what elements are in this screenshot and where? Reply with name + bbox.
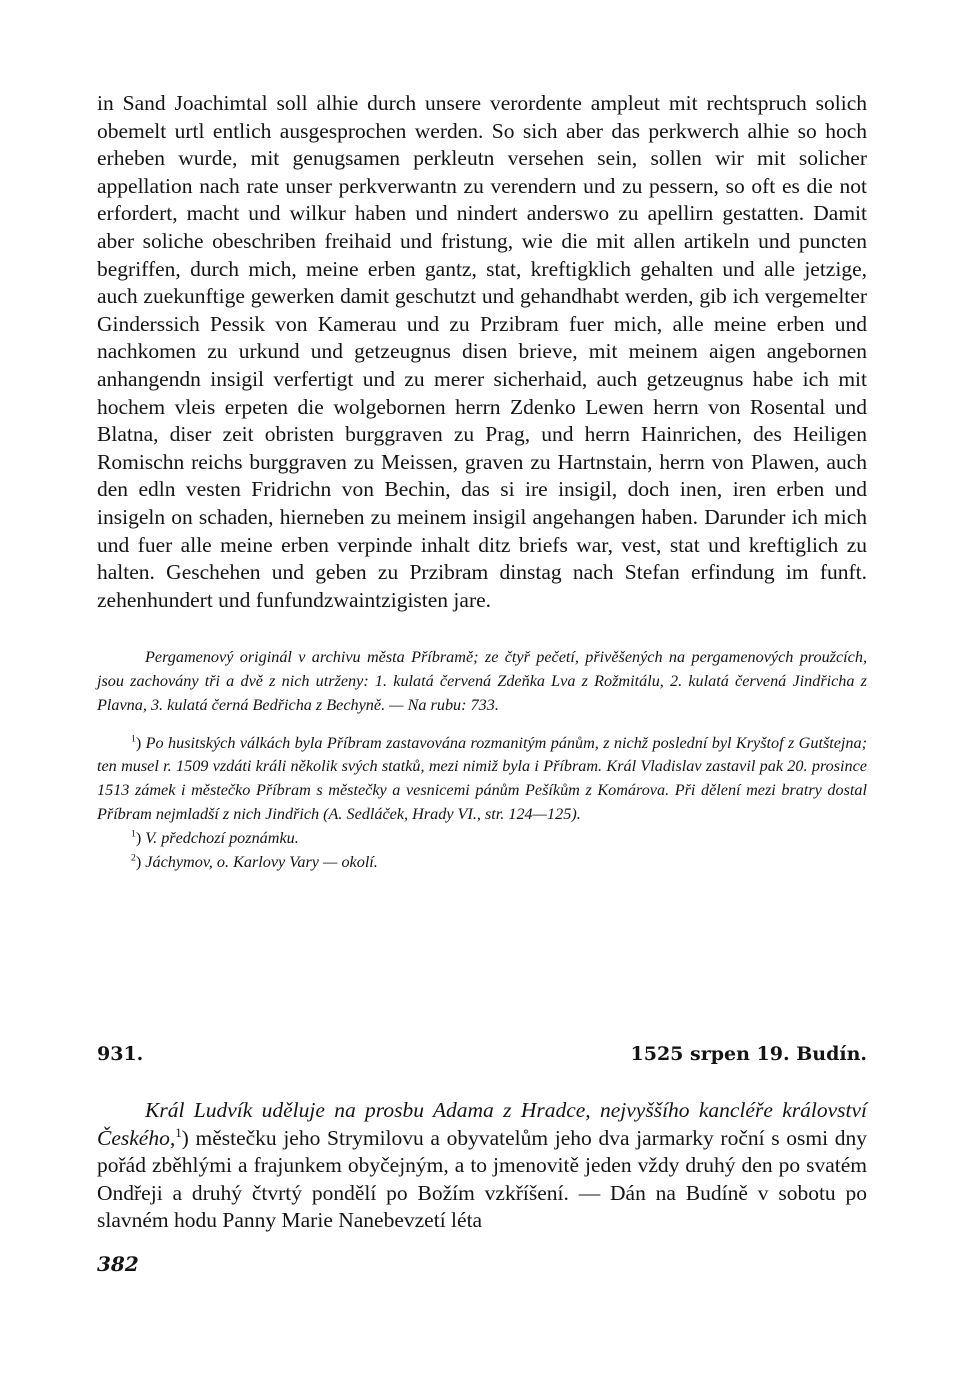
footnote-text: V. předchozí poznámku. [145,828,299,847]
entry-regest [97,1097,867,1235]
footnote-text: Jáchymov, o. Karlovy Vary — okolí. [145,852,378,871]
entry-number: 931. [97,1043,144,1065]
document-page [97,90,868,1276]
footnote-text: Po husitských válkách byla Příbram zastavována rozmanitým pánům, z nichž poslední byl Kryštof z Gutštejna; ten musel r. 1509 vzdáti králi několik svých statků, mezi nimiž byla i Příbram. Král Vladislav zastavil pak 20. prosince 1513 zámek i městečko Příbram s městečky a vesnicemi pánům Pešíkům z Komárova. Při dělení mezi bratry dostal Příbram nejmladší z nich Jindřich (A. Sedláček, Hrady VI., str. 124—125). [97,733,868,824]
footnote-number: 1 [131,733,136,745]
regest-footnote-ref: 1 [175,1125,182,1140]
footnote: $^1$) Po husitských válkách byla Příbram zastavována rozmanitým pánům, z nichž poslední byl Kryštof z Gutštejna; ten musel r. 1509 vzdáti králi několik svých statků, mezi nimiž byla i Příbram. Král Vladislav zastavil pak 20. prosince 1513 zámek i městečko Příbram s městečky a vesnicemi pánům Pešíkům z Komárova. Při dělení mezi bratry dostal Příbram nejmladší z nich Jindřich (A. Sedláček, Hrady VI., str. 124—125). [97,733,868,824]
regest-text: ) městečku jeho Strymilovu a obyvatelům jeho dva jarmarky roční s osmi dny pořád zběhlými a frajunkem obyčejným, a to jmenovitě jeden vždy druhý den po svatém Ondřeji a druhý čtvrtý pondělí po Božím vzkříšení. — Dán na Budíně v sobotu po slavném hodu Panny Marie Nanebevzetí léta [97,1125,867,1233]
footnote: $^1$) V. předchozí poznámku. [131,828,299,847]
entry-date-place: 1525 srpen 19. Budín. [630,1043,867,1065]
page-number: 382 [97,1252,139,1276]
regest-italic: Král Ludvík uděluje na prosbu Adama z Hradce, nejvyššího kancléře království Českého, [97,1098,867,1150]
footnotes [97,732,867,875]
footnote-number: 1 [131,828,136,840]
archival-note: Pergamenový originál v archivu města Příbramě; ze čtyř pečetí, přivěšených na pergamenových proužcích, jsou zachovány tři a dvě z nich utrženy: 1. kulatá červená Zdeňka Lva z Rožmitálu, 2. kulatá červená Jindřicha z Plavna, 3. kulatá černá Bedřicha z Bechyně. — Na rubu: 733. [97,648,867,714]
footnote: $^2$) Jáchymov, o. Karlovy Vary — okolí. [131,852,378,871]
entry-header [97,1043,867,1065]
document-body-text: in Sand Joachimtal soll alhie durch unsere verordente ampleut mit rechtspruch solich obemelt urtl entlich ausgesprochen werden. So sich aber das perkwerch alhie so hoch erheben wurde, mit genugsamen perkleutn versehen sein, sollen wir mit solicher appellation nach rate unser perkverwantn zu verendern und zu pessern, so oft es die not erfordert, macht und wilkur haben und nindert anderswo zu apellirn gestatten. Damit aber soliche obeschriben freihaid und fristung, wie die mit allen artikeln und puncten begriffen, durch mich, meine erben gantz, stat, kreftigklich gehalten und alle jetzige, auch zuekunftige gewerken damit geschutzt und gehandhabt werden, gib ich vergemelter Ginderssich Pessik von Kamerau und zu Przibram fuer mich, alle meine erben und nachkomen zu urkund und getzeugnus disen brieve, mit meinem aigen angebornen anhangendn insigil verfertigt und zu merer sicherhaid, auch getzeugnus habe ich mit hochem vleis erpeten die wolgebornen herrn Zdenko Lewen herrn von Rosental und Blatna, diser zeit obristen burggraven zu Prag, und herrn Hainrichen, des Heiligen Romischn reichs burggraven zu Meissen, graven zu Hartnstain, herrn von Plawen, auch den edln vesten Fridrichn von Bechin, das si ire insigil, doch inen, iren erben und insigeln on schaden, hierneben zu meinem insigil angehangen haben. Darunder ich mich und fuer alle meine erben verpinde inhalt ditz briefs war, vest, stat und kreftiglich zu halten. Geschehen und geben zu Przibram dinstag nach Stefan erfindung im funft. zehenhundert und funfundzwaintzigisten jare. [97,91,867,612]
footnote-number: 2 [131,852,136,864]
notes-section [97,646,867,874]
